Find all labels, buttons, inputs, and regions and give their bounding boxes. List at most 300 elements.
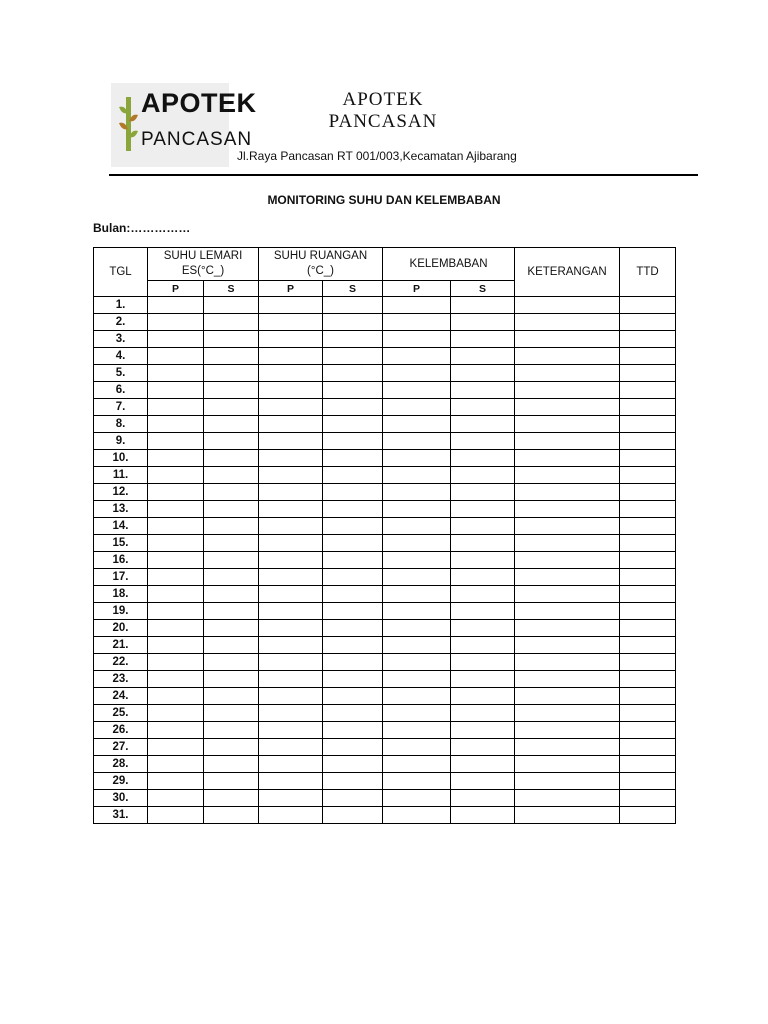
entry-cell[interactable] (451, 773, 515, 790)
entry-cell[interactable] (620, 450, 676, 467)
address: Jl.Raya Pancasan RT 001/003,Kecamatan Ajibarang (237, 149, 517, 163)
entry-cell[interactable] (204, 569, 259, 586)
entry-cell[interactable] (515, 365, 620, 382)
entry-cell[interactable] (620, 382, 676, 399)
entry-cell[interactable] (148, 399, 204, 416)
entry-cell[interactable] (323, 399, 383, 416)
entry-cell[interactable] (259, 807, 323, 824)
entry-cell[interactable] (259, 586, 323, 603)
entry-cell[interactable] (451, 399, 515, 416)
entry-cell[interactable] (259, 501, 323, 518)
entry-cell[interactable] (383, 297, 451, 314)
entry-cell[interactable] (383, 433, 451, 450)
table-row (94, 331, 676, 348)
entry-cell[interactable] (323, 467, 383, 484)
entry-cell[interactable] (515, 501, 620, 518)
entry-cell[interactable] (515, 484, 620, 501)
entry-cell[interactable] (323, 501, 383, 518)
table-row (94, 501, 676, 518)
entry-cell[interactable] (383, 654, 451, 671)
entry-cell[interactable] (148, 501, 204, 518)
entry-cell[interactable] (323, 705, 383, 722)
entry-cell[interactable] (620, 484, 676, 501)
entry-cell[interactable] (515, 348, 620, 365)
entry-cell[interactable] (383, 603, 451, 620)
entry-cell[interactable] (515, 331, 620, 348)
entry-cell[interactable] (323, 654, 383, 671)
entry-cell[interactable] (204, 416, 259, 433)
entry-cell[interactable] (451, 535, 515, 552)
subheader-lemari-p: P (148, 281, 204, 297)
entry-cell[interactable] (620, 569, 676, 586)
entry-cell[interactable] (620, 756, 676, 773)
entry-cell[interactable] (451, 603, 515, 620)
entry-cell[interactable] (620, 603, 676, 620)
entry-cell[interactable] (620, 365, 676, 382)
entry-cell[interactable] (515, 399, 620, 416)
entry-cell[interactable] (620, 416, 676, 433)
entry-cell[interactable] (383, 722, 451, 739)
entry-cell[interactable] (383, 382, 451, 399)
entry-cell[interactable] (259, 671, 323, 688)
entry-cell[interactable] (620, 705, 676, 722)
entry-cell[interactable] (620, 501, 676, 518)
entry-cell[interactable] (515, 433, 620, 450)
entry-cell[interactable] (148, 603, 204, 620)
entry-cell[interactable] (148, 569, 204, 586)
entry-cell[interactable] (383, 501, 451, 518)
entry-cell[interactable] (383, 688, 451, 705)
entry-cell[interactable] (620, 773, 676, 790)
entry-cell[interactable] (383, 739, 451, 756)
entry-cell[interactable] (383, 756, 451, 773)
entry-cell[interactable] (620, 467, 676, 484)
entry-cell[interactable] (259, 518, 323, 535)
entry-cell[interactable] (148, 297, 204, 314)
entry-cell[interactable] (323, 535, 383, 552)
entry-cell[interactable] (323, 688, 383, 705)
entry-cell[interactable] (259, 739, 323, 756)
col-header-suhu-ruangan-line1: SUHU RUANGAN (273, 250, 368, 262)
entry-cell[interactable] (620, 535, 676, 552)
entry-cell[interactable] (204, 756, 259, 773)
entry-cell[interactable] (204, 739, 259, 756)
entry-cell[interactable] (259, 433, 323, 450)
entry-cell[interactable] (620, 348, 676, 365)
entry-cell[interactable] (204, 603, 259, 620)
entry-cell[interactable] (323, 603, 383, 620)
entry-cell[interactable] (383, 348, 451, 365)
entry-cell[interactable] (323, 365, 383, 382)
entry-cell[interactable] (204, 484, 259, 501)
entry-cell[interactable] (515, 637, 620, 654)
entry-cell[interactable] (515, 603, 620, 620)
entry-cell[interactable] (451, 654, 515, 671)
entry-cell[interactable] (323, 807, 383, 824)
entry-cell[interactable] (515, 705, 620, 722)
entry-cell[interactable] (515, 586, 620, 603)
entry-cell[interactable] (259, 773, 323, 790)
entry-cell[interactable] (204, 433, 259, 450)
entry-cell[interactable] (383, 467, 451, 484)
entry-cell[interactable] (451, 484, 515, 501)
col-header-tgl: TGL (94, 248, 148, 297)
entry-cell[interactable] (259, 790, 323, 807)
entry-cell[interactable] (515, 382, 620, 399)
entry-cell[interactable] (204, 722, 259, 739)
entry-cell[interactable] (204, 399, 259, 416)
table-row (94, 297, 676, 314)
entry-cell[interactable] (451, 467, 515, 484)
day-number: 4. (94, 348, 148, 365)
entry-cell[interactable] (259, 654, 323, 671)
day-number: 10. (94, 450, 148, 467)
entry-cell[interactable] (323, 314, 383, 331)
entry-cell[interactable] (259, 603, 323, 620)
entry-cell[interactable] (515, 807, 620, 824)
entry-cell[interactable] (451, 450, 515, 467)
entry-cell[interactable] (383, 569, 451, 586)
entry-cell[interactable] (204, 501, 259, 518)
table-row (94, 518, 676, 535)
entry-cell[interactable] (451, 790, 515, 807)
entry-cell[interactable] (204, 297, 259, 314)
entry-cell[interactable] (259, 297, 323, 314)
day-number: 7. (94, 399, 148, 416)
col-header-ttd: TTD (620, 248, 676, 297)
entry-cell[interactable] (515, 297, 620, 314)
entry-cell[interactable] (323, 620, 383, 637)
entry-cell[interactable] (451, 552, 515, 569)
entry-cell[interactable] (383, 518, 451, 535)
entry-cell[interactable] (148, 637, 204, 654)
entry-cell[interactable] (204, 331, 259, 348)
entry-cell[interactable] (323, 382, 383, 399)
entry-cell[interactable] (323, 450, 383, 467)
entry-cell[interactable] (148, 586, 204, 603)
entry-cell[interactable] (451, 756, 515, 773)
entry-cell[interactable] (515, 467, 620, 484)
table-row (94, 399, 676, 416)
subheader-lemari-s: S (204, 281, 259, 297)
entry-cell[interactable] (620, 552, 676, 569)
entry-cell[interactable] (148, 467, 204, 484)
entry-cell[interactable] (148, 365, 204, 382)
entry-cell[interactable] (204, 382, 259, 399)
table-row (94, 382, 676, 399)
entry-cell[interactable] (148, 314, 204, 331)
entry-cell[interactable] (451, 807, 515, 824)
entry-cell[interactable] (620, 314, 676, 331)
table-row (94, 790, 676, 807)
entry-cell[interactable] (259, 331, 323, 348)
logo-text-pancasan: PANCASAN (141, 129, 253, 150)
col-header-suhu-ruangan-line2: (°C_) (307, 265, 334, 277)
entry-cell[interactable] (148, 433, 204, 450)
entry-cell[interactable] (148, 416, 204, 433)
entry-cell[interactable] (323, 790, 383, 807)
entry-cell[interactable] (259, 348, 323, 365)
entry-cell[interactable] (515, 535, 620, 552)
monitoring-table (93, 247, 676, 824)
entry-cell[interactable] (323, 416, 383, 433)
entry-cell[interactable] (259, 569, 323, 586)
table-row (94, 467, 676, 484)
col-header-keterangan: KETERANGAN (515, 248, 620, 297)
entry-cell[interactable] (383, 450, 451, 467)
entry-cell[interactable] (259, 399, 323, 416)
leaf-icon (117, 97, 141, 151)
entry-cell[interactable] (323, 756, 383, 773)
table-row (94, 348, 676, 365)
subheader-kelembaban-p: P (383, 281, 451, 297)
entry-cell[interactable] (620, 297, 676, 314)
entry-cell[interactable] (451, 637, 515, 654)
entry-cell[interactable] (259, 552, 323, 569)
entry-cell[interactable] (323, 484, 383, 501)
entry-cell[interactable] (515, 620, 620, 637)
document-title: MONITORING SUHU DAN KELEMBABAN (267, 193, 501, 207)
entry-cell[interactable] (323, 518, 383, 535)
col-header-kelembaban: KELEMBABAN (383, 248, 515, 281)
table-row (94, 688, 676, 705)
table-row (94, 535, 676, 552)
entry-cell[interactable] (515, 314, 620, 331)
entry-cell[interactable] (148, 739, 204, 756)
entry-cell[interactable] (323, 773, 383, 790)
table-row (94, 416, 676, 433)
entry-cell[interactable] (148, 756, 204, 773)
entry-cell[interactable] (204, 314, 259, 331)
entry-cell[interactable] (259, 314, 323, 331)
entry-cell[interactable] (204, 705, 259, 722)
entry-cell[interactable] (204, 790, 259, 807)
entry-cell[interactable] (383, 705, 451, 722)
entry-cell[interactable] (323, 552, 383, 569)
day-number: 2. (94, 314, 148, 331)
entry-cell[interactable] (259, 756, 323, 773)
entry-cell[interactable] (259, 620, 323, 637)
entry-cell[interactable] (451, 433, 515, 450)
day-number: 5. (94, 365, 148, 382)
entry-cell[interactable] (204, 773, 259, 790)
entry-cell[interactable] (451, 586, 515, 603)
entry-cell[interactable] (204, 535, 259, 552)
entry-cell[interactable] (148, 348, 204, 365)
entry-cell[interactable] (515, 688, 620, 705)
entry-cell[interactable] (620, 331, 676, 348)
entry-cell[interactable] (383, 620, 451, 637)
entry-cell[interactable] (451, 365, 515, 382)
entry-cell[interactable] (323, 331, 383, 348)
entry-cell[interactable] (451, 416, 515, 433)
subheader-ruangan-p: P (259, 281, 323, 297)
entry-cell[interactable] (148, 654, 204, 671)
entry-cell[interactable] (148, 688, 204, 705)
entry-cell[interactable] (451, 671, 515, 688)
entry-cell[interactable] (620, 722, 676, 739)
entry-cell[interactable] (451, 722, 515, 739)
entry-cell[interactable] (148, 671, 204, 688)
entry-cell[interactable] (620, 654, 676, 671)
entry-cell[interactable] (515, 416, 620, 433)
entry-cell[interactable] (148, 807, 204, 824)
entry-cell[interactable] (148, 722, 204, 739)
entry-cell[interactable] (204, 450, 259, 467)
entry-cell[interactable] (451, 688, 515, 705)
entry-cell[interactable] (323, 348, 383, 365)
day-number: 19. (94, 603, 148, 620)
entry-cell[interactable] (451, 382, 515, 399)
entry-cell[interactable] (148, 382, 204, 399)
subheader-ruangan-s: S (323, 281, 383, 297)
table-row (94, 365, 676, 382)
entry-cell[interactable] (515, 569, 620, 586)
entry-cell[interactable] (515, 790, 620, 807)
entry-cell[interactable] (515, 671, 620, 688)
entry-cell[interactable] (620, 433, 676, 450)
entry-cell[interactable] (259, 637, 323, 654)
table-row (94, 722, 676, 739)
table-row (94, 433, 676, 450)
entry-cell[interactable] (383, 399, 451, 416)
entry-cell[interactable] (383, 773, 451, 790)
entry-cell[interactable] (620, 399, 676, 416)
entry-cell[interactable] (323, 722, 383, 739)
entry-cell[interactable] (148, 450, 204, 467)
entry-cell[interactable] (323, 433, 383, 450)
entry-cell[interactable] (148, 518, 204, 535)
entry-cell[interactable] (451, 705, 515, 722)
entry-cell[interactable] (451, 569, 515, 586)
entry-cell[interactable] (451, 348, 515, 365)
entry-cell[interactable] (259, 722, 323, 739)
entry-cell[interactable] (383, 416, 451, 433)
col-header-suhu-lemari (148, 248, 259, 281)
entry-cell[interactable] (323, 739, 383, 756)
entry-cell[interactable] (204, 552, 259, 569)
entry-cell[interactable] (515, 654, 620, 671)
entry-cell[interactable] (204, 348, 259, 365)
subheader-kelembaban-s: S (451, 281, 515, 297)
entry-cell[interactable] (515, 722, 620, 739)
entry-cell[interactable] (620, 807, 676, 824)
entry-cell[interactable] (451, 620, 515, 637)
entry-cell[interactable] (451, 501, 515, 518)
month-field: Bulan:…………… (93, 221, 191, 235)
entry-cell[interactable] (383, 586, 451, 603)
entry-cell[interactable] (620, 790, 676, 807)
entry-cell[interactable] (204, 654, 259, 671)
entry-cell[interactable] (383, 671, 451, 688)
entry-cell[interactable] (383, 807, 451, 824)
org-name-line2: PANCASAN (328, 111, 438, 132)
entry-cell[interactable] (204, 620, 259, 637)
entry-cell[interactable] (204, 671, 259, 688)
entry-cell[interactable] (383, 790, 451, 807)
entry-cell[interactable] (148, 484, 204, 501)
entry-cell[interactable] (259, 450, 323, 467)
entry-cell[interactable] (323, 637, 383, 654)
entry-cell[interactable] (451, 297, 515, 314)
entry-cell[interactable] (148, 331, 204, 348)
table-row (94, 705, 676, 722)
entry-cell[interactable] (515, 756, 620, 773)
day-number: 24. (94, 688, 148, 705)
entry-cell[interactable] (451, 518, 515, 535)
entry-cell[interactable] (148, 620, 204, 637)
entry-cell[interactable] (451, 739, 515, 756)
entry-cell[interactable] (259, 705, 323, 722)
entry-cell[interactable] (451, 331, 515, 348)
entry-cell[interactable] (620, 671, 676, 688)
entry-cell[interactable] (383, 535, 451, 552)
entry-cell[interactable] (204, 467, 259, 484)
day-number: 8. (94, 416, 148, 433)
entry-cell[interactable] (259, 365, 323, 382)
entry-cell[interactable] (259, 382, 323, 399)
entry-cell[interactable] (323, 297, 383, 314)
entry-cell[interactable] (148, 705, 204, 722)
entry-cell[interactable] (383, 484, 451, 501)
entry-cell[interactable] (620, 518, 676, 535)
entry-cell[interactable] (148, 790, 204, 807)
entry-cell[interactable] (204, 637, 259, 654)
entry-cell[interactable] (323, 569, 383, 586)
entry-cell[interactable] (451, 314, 515, 331)
table-body (94, 297, 676, 824)
entry-cell[interactable] (148, 535, 204, 552)
entry-cell[interactable] (204, 586, 259, 603)
day-number: 23. (94, 671, 148, 688)
entry-cell[interactable] (620, 739, 676, 756)
entry-cell[interactable] (383, 331, 451, 348)
entry-cell[interactable] (259, 484, 323, 501)
entry-cell[interactable] (204, 807, 259, 824)
entry-cell[interactable] (620, 688, 676, 705)
entry-cell[interactable] (515, 739, 620, 756)
entry-cell[interactable] (620, 620, 676, 637)
entry-cell[interactable] (204, 518, 259, 535)
org-name-line1: APOTEK (342, 89, 424, 110)
day-number: 14. (94, 518, 148, 535)
entry-cell[interactable] (259, 416, 323, 433)
entry-cell[interactable] (515, 773, 620, 790)
entry-cell[interactable] (323, 671, 383, 688)
entry-cell[interactable] (323, 586, 383, 603)
entry-cell[interactable] (620, 586, 676, 603)
table-row (94, 756, 676, 773)
entry-cell[interactable] (204, 688, 259, 705)
entry-cell[interactable] (515, 552, 620, 569)
table-row (94, 603, 676, 620)
entry-cell[interactable] (620, 637, 676, 654)
entry-cell[interactable] (383, 552, 451, 569)
entry-cell[interactable] (383, 314, 451, 331)
entry-cell[interactable] (259, 535, 323, 552)
entry-cell[interactable] (515, 518, 620, 535)
col-header-suhu-lemari-line2: ES(°C_) (181, 265, 225, 277)
entry-cell[interactable] (259, 467, 323, 484)
entry-cell[interactable] (259, 688, 323, 705)
entry-cell[interactable] (148, 552, 204, 569)
entry-cell[interactable] (383, 637, 451, 654)
table-row (94, 807, 676, 824)
entry-cell[interactable] (515, 450, 620, 467)
entry-cell[interactable] (383, 365, 451, 382)
entry-cell[interactable] (148, 773, 204, 790)
entry-cell[interactable] (204, 365, 259, 382)
